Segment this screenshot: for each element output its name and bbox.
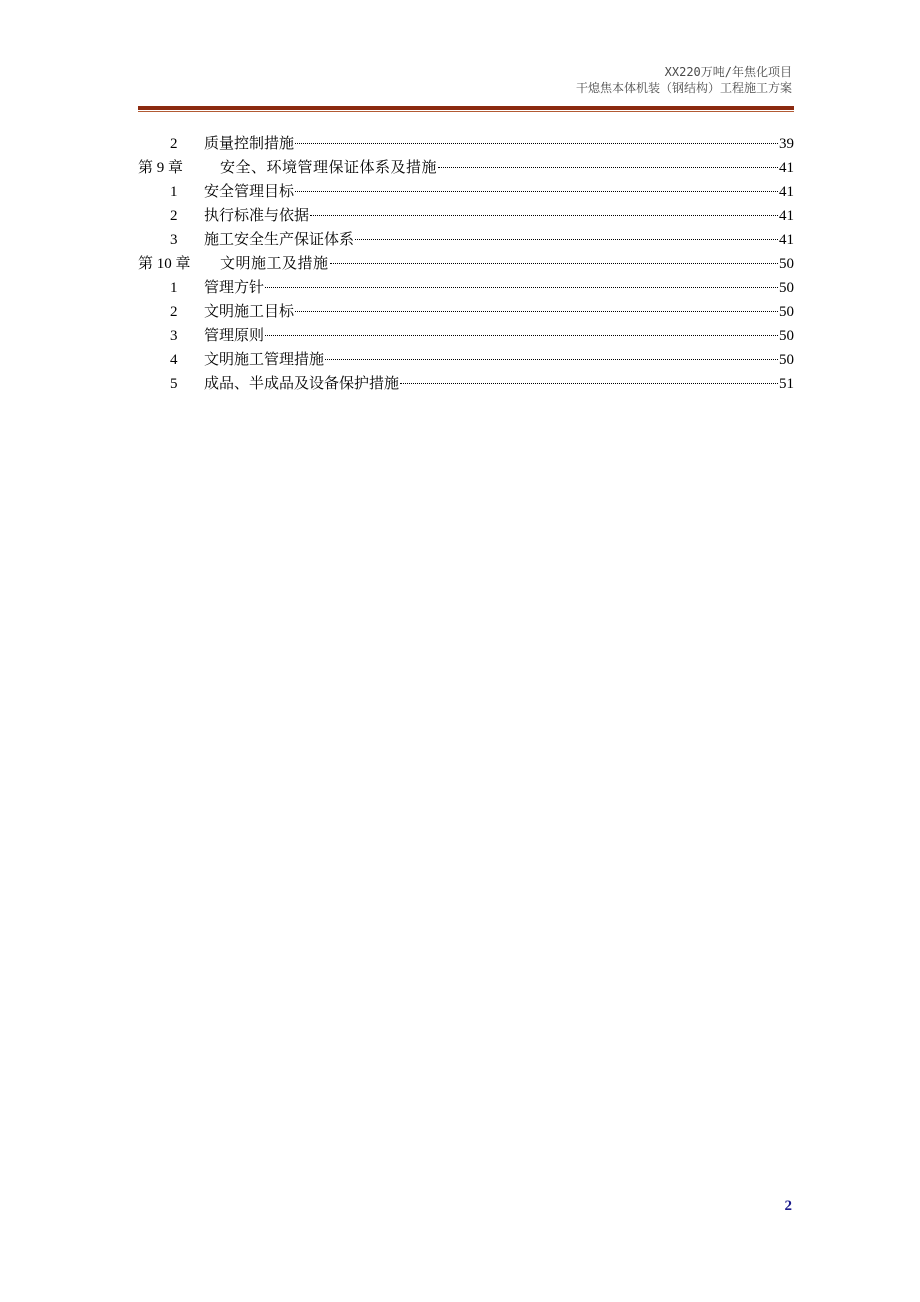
toc-entry-number: 1 [170,184,178,200]
toc-entry-page: 50 [779,352,794,368]
toc-entry-title: 文明施工及措施 [220,256,329,272]
toc-entry-page: 39 [779,136,794,152]
toc-section-entry[interactable] [138,180,794,204]
toc-dot-leader [295,311,778,312]
toc-entry-title: 安全、环境管理保证体系及措施 [220,160,438,176]
page-number: 2 [784,1198,792,1214]
header-document-title: 干熄焦本体机装（钢结构）工程施工方案 [575,81,792,95]
toc-entry-number: 2 [170,304,178,320]
toc-dot-leader [438,167,778,168]
toc-section-entry[interactable] [138,348,794,372]
toc-entry-page: 41 [779,184,794,200]
toc-entry-number: 4 [170,352,178,368]
toc-entry-number: 3 [170,232,178,248]
toc-entry-title: 管理方针 [204,280,265,296]
toc-entry-title: 管理原则 [204,328,265,344]
toc-entry-number: 2 [170,208,178,224]
toc-dot-leader [325,359,778,360]
toc-section-entry[interactable] [138,204,794,228]
toc-section-entry[interactable] [138,132,794,156]
toc-entry-page: 51 [779,376,794,392]
toc-dot-leader [355,239,778,240]
toc-entry-page: 50 [779,256,794,272]
toc-entry-title: 安全管理目标 [204,184,295,200]
toc-entry-page: 41 [779,160,794,176]
toc-dot-leader [295,191,778,192]
toc-entry-title: 文明施工目标 [204,304,295,320]
toc-dot-leader [265,335,778,336]
toc-section-entry[interactable] [138,276,794,300]
toc-section-entry[interactable] [138,228,794,252]
toc-dot-leader [310,215,778,216]
toc-entry-page: 50 [779,328,794,344]
toc-entry-number: 第 10 章 [138,256,191,272]
toc-chapter-entry[interactable] [138,252,794,276]
toc-entry-number: 第 9 章 [138,160,184,176]
toc-entry-title: 质量控制措施 [204,136,295,152]
toc-dot-leader [265,287,778,288]
toc-entry-title: 文明施工管理措施 [204,352,325,368]
header-project-title: XX220万吨/年焦化项目 [664,65,792,79]
toc-entry-number: 5 [170,376,178,392]
toc-entry-title: 执行标准与依据 [204,208,310,224]
toc-entry-page: 41 [779,208,794,224]
toc-entry-number: 3 [170,328,178,344]
page-header [576,64,792,96]
toc-entry-page: 41 [779,232,794,248]
header-divider [138,106,794,112]
toc-entry-title: 施工安全生产保证体系 [204,232,355,248]
toc-entry-page: 50 [779,304,794,320]
toc-section-entry[interactable] [138,324,794,348]
toc-entry-number: 2 [170,136,178,152]
toc-section-entry[interactable] [138,372,794,396]
toc-section-entry[interactable] [138,300,794,324]
toc-entry-title: 成品、半成品及设备保护措施 [204,376,400,392]
toc-dot-leader [330,263,778,264]
toc-dot-leader [400,383,778,384]
table-of-contents [138,132,794,396]
toc-chapter-entry[interactable] [138,156,794,180]
toc-entry-number: 1 [170,280,178,296]
toc-dot-leader [295,143,778,144]
toc-entry-page: 50 [779,280,794,296]
